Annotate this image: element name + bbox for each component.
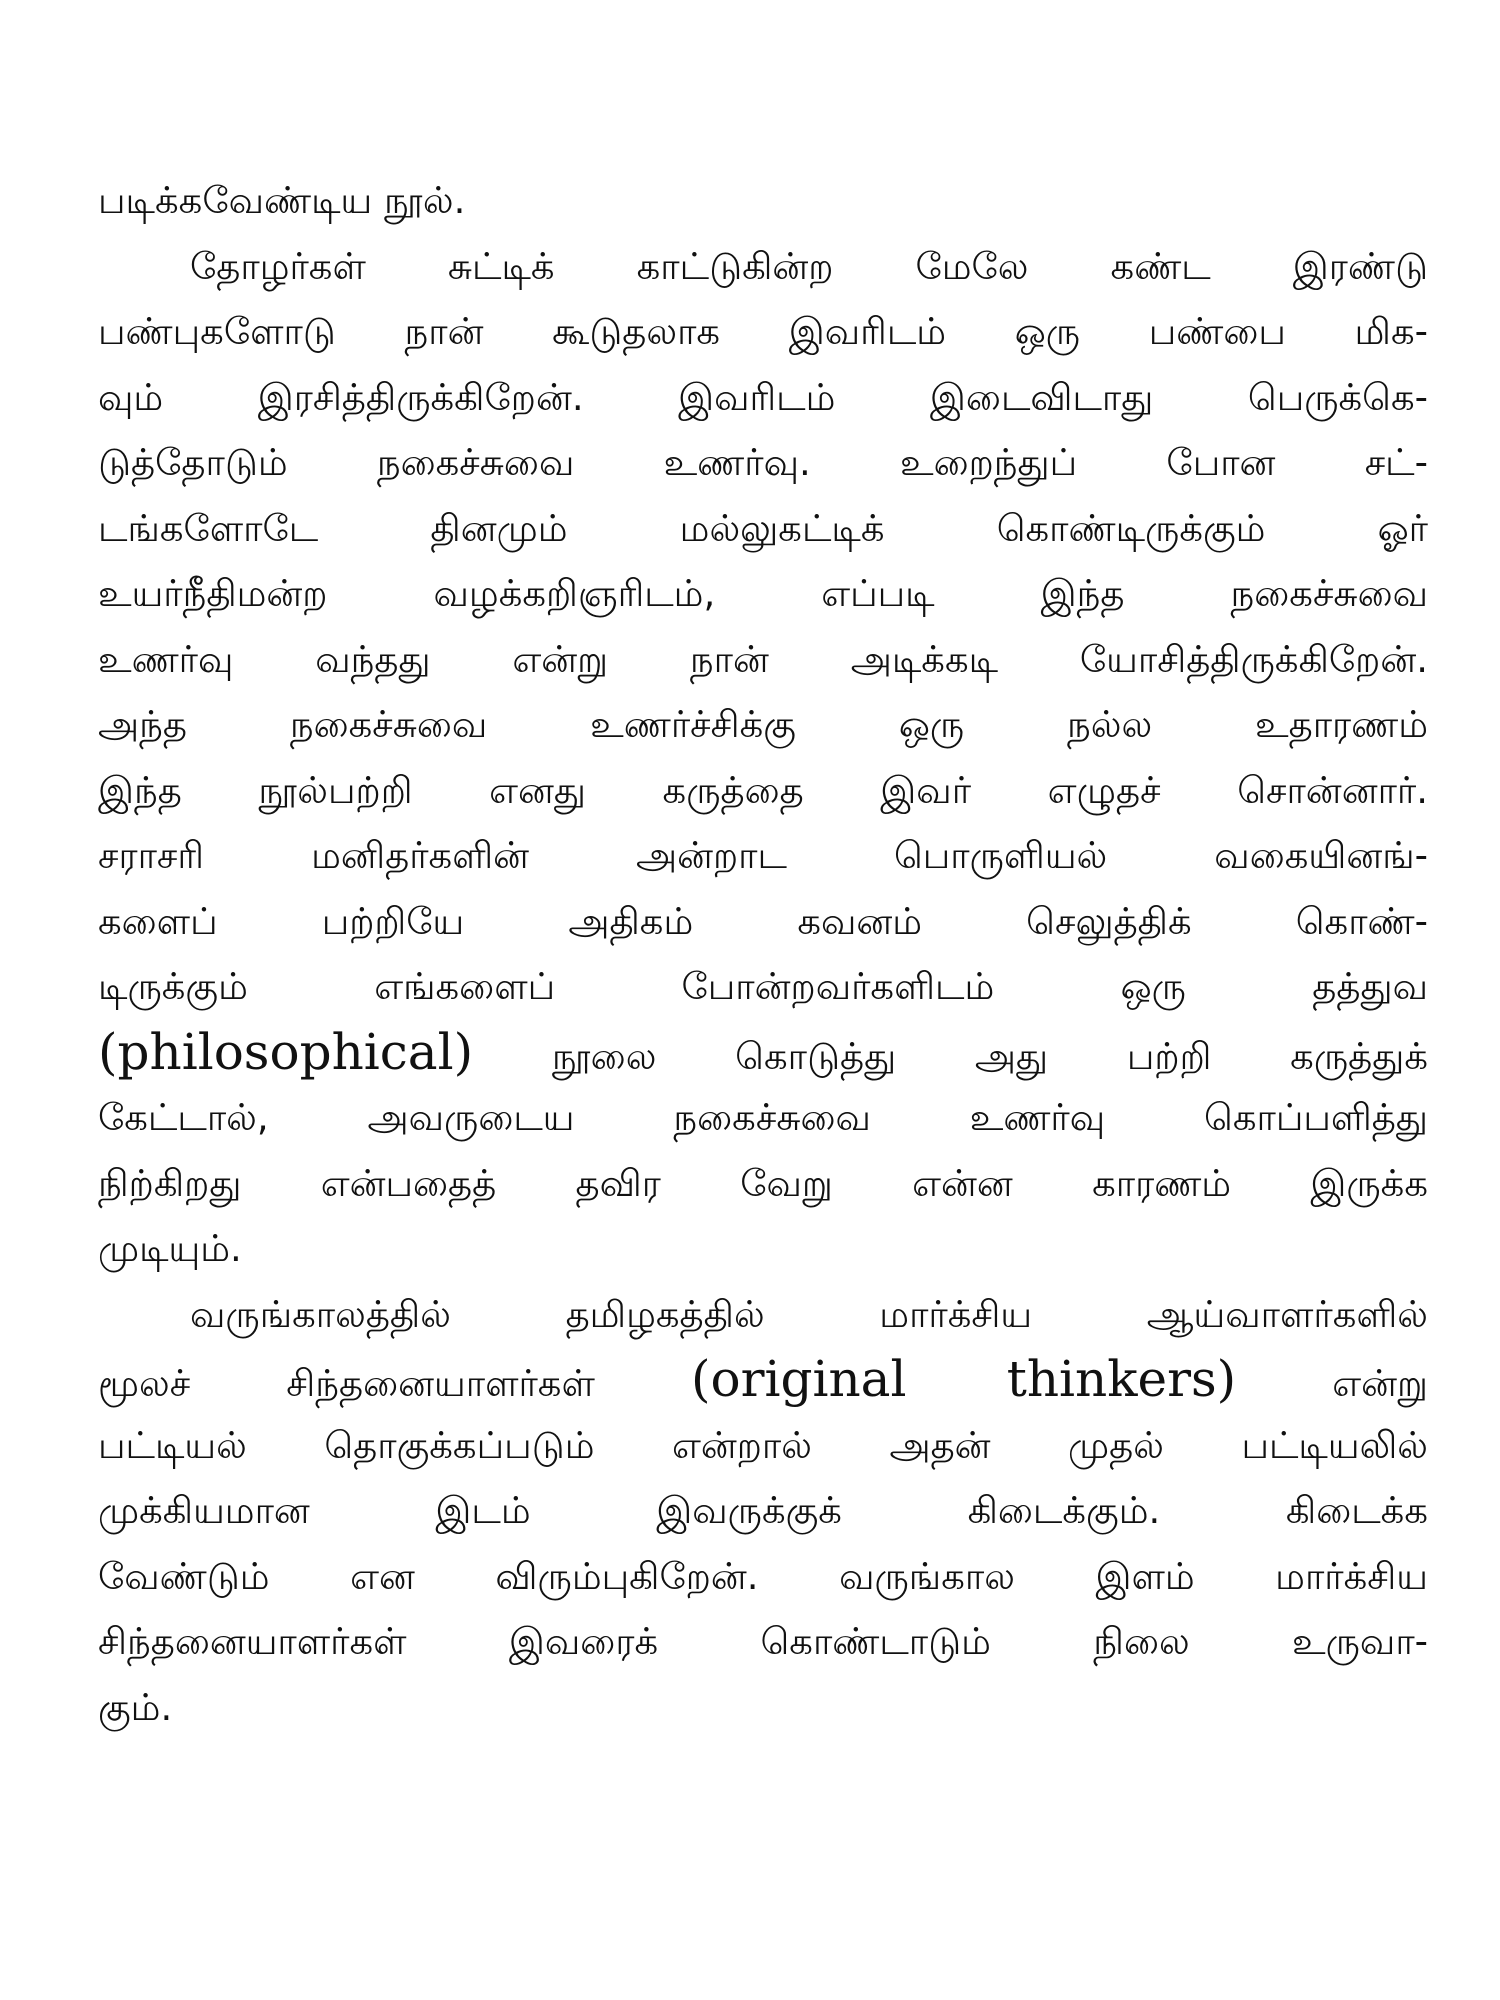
text-line: உணர்வு வந்தது என்று நான் அடிக்கடி யோசித்திருக்கிறேன்.	[98, 637, 1428, 681]
text-segment: நூலை கொடுத்து அது பற்றி கருத்துக்	[473, 1034, 1428, 1078]
text-line: நிற்கிறது என்பதைத் தவிர வேறு என்ன காரணம் இருக்க	[98, 1161, 1428, 1205]
text-line: சராசரி மனிதர்களின் அன்றாட பொருளியல் வகையினங்-	[98, 834, 1428, 877]
text-line: சிந்தனையாளர்கள் இவரைக் கொண்டாடும் நிலை உருவா-	[98, 1620, 1428, 1663]
text-line: உயர்நீதிமன்ற வழக்கறிஞரிடம், எப்படி இந்த நகைச்சுவை	[98, 572, 1428, 615]
text-line: வும் இரசித்திருக்கிறேன். இவரிடம் இடைவிடாது பெருக்கெ-	[98, 375, 1428, 419]
text-segment: மூலச் சிந்தனையாளர்கள்	[98, 1362, 691, 1405]
text-line: பண்புகளோடு நான் கூடுதலாக இவரிடம் ஒரு பண்பை மிக-	[98, 310, 1428, 353]
text-line: முடியும்.	[98, 1227, 242, 1270]
text-line: தோழர்கள் சுட்டிக் காட்டுகின்ற மேலே கண்ட இரண்டு	[190, 244, 1428, 288]
text-line-mixed	[98, 1347, 1428, 1413]
text-line: களைப் பற்றியே அதிகம் கவனம் செலுத்திக் கொண்-	[98, 899, 1428, 943]
latin-term: (original thinkers)	[690, 1350, 1237, 1408]
text-line: அந்த நகைச்சுவை உணர்ச்சிக்கு ஒரு நல்ல உதாரணம்	[98, 703, 1428, 746]
text-line: கேட்டால், அவருடைய நகைச்சுவை உணர்வு கொப்பளித்து	[98, 1096, 1428, 1139]
text-line: முக்கியமான இடம் இவருக்குக் கிடைக்கும். கிடைக்க	[98, 1489, 1428, 1532]
text-segment: என்று	[1236, 1362, 1428, 1405]
text-line: டிருக்கும் எங்களைப் போன்றவர்களிடம் ஒரு தத்துவ	[98, 965, 1428, 1008]
text-line: டுத்தோடும் நகைச்சுவை உணர்வு. உறைந்துப் போன சட்-	[98, 441, 1428, 484]
latin-term: (philosophical)	[98, 1022, 474, 1081]
text-line: பட்டியல் தொகுக்கப்படும் என்றால் அதன் முதல் பட்டியலில்	[98, 1423, 1428, 1467]
text-line: டங்களோடே தினமும் மல்லுகட்டிக் கொண்டிருக்கும் ஓர்	[98, 506, 1428, 550]
text-line-mixed	[98, 1020, 1428, 1086]
body-text	[98, 168, 1428, 1740]
text-line: கும்.	[98, 1685, 173, 1729]
text-line: வருங்காலத்தில் தமிழகத்தில் மார்க்சிய ஆய்வாளர்களில்	[190, 1292, 1428, 1336]
text-line: படிக்கவேண்டிய நூல்.	[98, 179, 466, 222]
text-line: இந்த நூல்பற்றி எனது கருத்தை இவர் எழுதச் சொன்னார்.	[98, 768, 1428, 812]
text-line: வேண்டும் என விரும்புகிறேன். வருங்கால இளம் மார்க்சிய	[98, 1554, 1428, 1598]
